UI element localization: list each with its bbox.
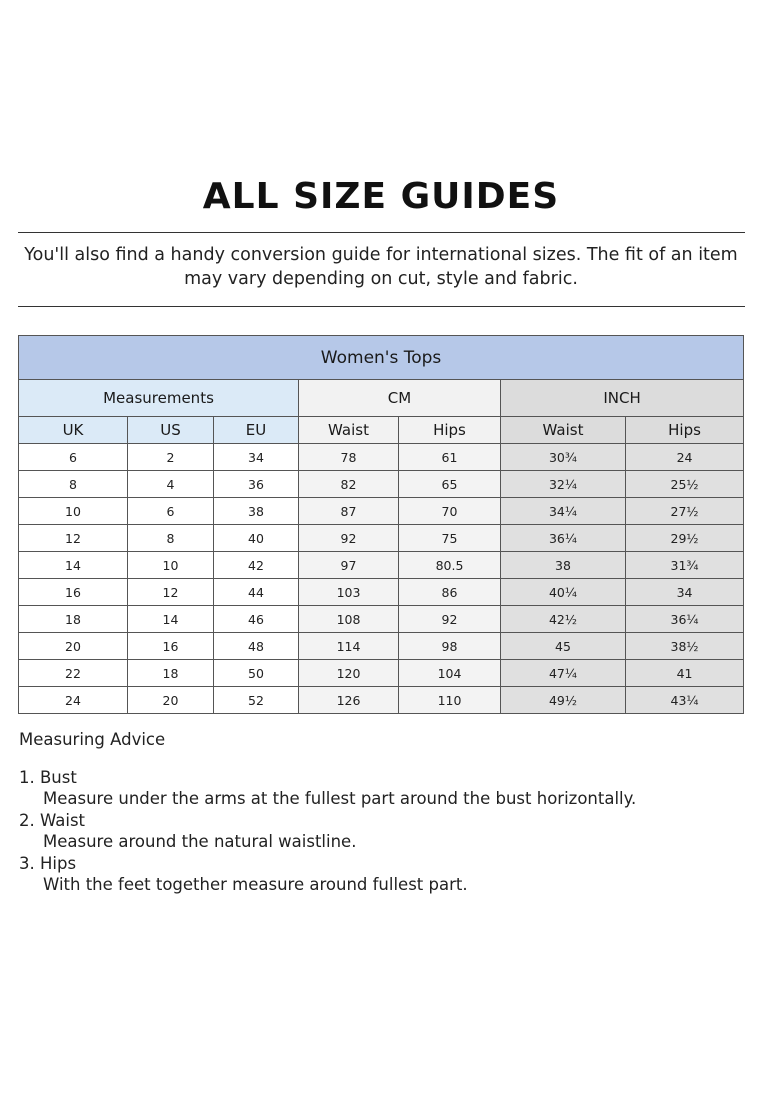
table-cell: 40¼ [501, 579, 626, 606]
table-cell: 34 [214, 444, 299, 471]
column-header: EU [214, 417, 299, 444]
measuring-advice [19, 729, 739, 896]
table-cell: 36 [214, 471, 299, 498]
table-cell: 43¼ [626, 687, 744, 714]
table-cell: 52 [214, 687, 299, 714]
table-cell: 110 [399, 687, 501, 714]
table-cell: 25½ [626, 471, 744, 498]
advice-item-text: With the feet together measure around fullest part. [43, 875, 468, 894]
table-cell: 42 [214, 552, 299, 579]
table-cell: 97 [299, 552, 399, 579]
table-cell: 114 [299, 633, 399, 660]
table-cell: 10 [128, 552, 214, 579]
table-body [19, 444, 744, 714]
table-cell: 12 [19, 525, 128, 552]
column-header-row [19, 417, 744, 444]
table-cell: 38½ [626, 633, 744, 660]
table-cell: 27½ [626, 498, 744, 525]
table-cell: 61 [399, 444, 501, 471]
table-cell: 78 [299, 444, 399, 471]
column-header: UK [19, 417, 128, 444]
table-cell: 65 [399, 471, 501, 498]
table-cell: 98 [399, 633, 501, 660]
table-cell: 32¼ [501, 471, 626, 498]
table-cell: 42½ [501, 606, 626, 633]
table-cell: 126 [299, 687, 399, 714]
table-cell: 4 [128, 471, 214, 498]
table-cell: 87 [299, 498, 399, 525]
table-cell: 12 [128, 579, 214, 606]
page-title: ALL SIZE GUIDES [202, 176, 560, 217]
group-header-inch: INCH [501, 380, 744, 417]
group-header-measurements: Measurements [19, 380, 299, 417]
table-cell: 47¼ [501, 660, 626, 687]
table-cell: 46 [214, 606, 299, 633]
table-cell: 30¾ [501, 444, 626, 471]
table-cell: 36¼ [626, 606, 744, 633]
table-cell: 20 [19, 633, 128, 660]
table-cell: 92 [299, 525, 399, 552]
group-header-cm: CM [299, 380, 501, 417]
intro-text: You'll also find a handy conversion guide for international sizes. The fit of an item may vary depending on cut, style and fabric. [24, 245, 738, 289]
bottom-divider [18, 306, 745, 307]
advice-list [19, 767, 739, 896]
table-cell: 38 [214, 498, 299, 525]
table-cell: 48 [214, 633, 299, 660]
size-table-container [18, 335, 743, 714]
table-cell: 45 [501, 633, 626, 660]
column-header: Hips [399, 417, 501, 444]
table-cell: 6 [128, 498, 214, 525]
table-cell: 103 [299, 579, 399, 606]
table-row [19, 687, 744, 714]
table-cell: 44 [214, 579, 299, 606]
table-cell: 29½ [626, 525, 744, 552]
column-header: Waist [299, 417, 399, 444]
table-cell: 86 [399, 579, 501, 606]
table-cell: 16 [128, 633, 214, 660]
table-row [19, 660, 744, 687]
table-cell: 80.5 [399, 552, 501, 579]
advice-item-title: 2. Waist [19, 811, 86, 830]
table-cell: 82 [299, 471, 399, 498]
table-cell: 49½ [501, 687, 626, 714]
size-table [18, 335, 744, 714]
advice-item-text: Measure around the natural waistline. [43, 832, 357, 851]
table-title: Women's Tops [19, 336, 744, 380]
table-row [19, 498, 744, 525]
table-cell: 6 [19, 444, 128, 471]
table-cell: 40 [214, 525, 299, 552]
table-row [19, 552, 744, 579]
table-row [19, 633, 744, 660]
table-cell: 92 [399, 606, 501, 633]
table-row [19, 444, 744, 471]
table-cell: 8 [19, 471, 128, 498]
table-cell: 108 [299, 606, 399, 633]
advice-item-title: 1. Bust [19, 768, 77, 787]
table-cell: 2 [128, 444, 214, 471]
table-cell: 34¼ [501, 498, 626, 525]
table-row [19, 606, 744, 633]
table-cell: 104 [399, 660, 501, 687]
table-cell: 16 [19, 579, 128, 606]
table-cell: 50 [214, 660, 299, 687]
table-cell: 120 [299, 660, 399, 687]
top-divider [18, 232, 745, 233]
table-row [19, 525, 744, 552]
table-cell: 8 [128, 525, 214, 552]
table-cell: 38 [501, 552, 626, 579]
column-header: US [128, 417, 214, 444]
advice-item-text: Measure under the arms at the fullest part around the bust horizontally. [43, 789, 637, 808]
table-cell: 24 [626, 444, 744, 471]
table-cell: 41 [626, 660, 744, 687]
table-cell: 10 [19, 498, 128, 525]
table-cell: 18 [19, 606, 128, 633]
table-row [19, 471, 744, 498]
table-cell: 22 [19, 660, 128, 687]
column-header: Hips [626, 417, 744, 444]
table-cell: 34 [626, 579, 744, 606]
table-cell: 14 [128, 606, 214, 633]
table-cell: 18 [128, 660, 214, 687]
column-header: Waist [501, 417, 626, 444]
table-cell: 31¾ [626, 552, 744, 579]
table-cell: 36¼ [501, 525, 626, 552]
table-cell: 14 [19, 552, 128, 579]
table-cell: 20 [128, 687, 214, 714]
advice-item-title: 3. Hips [19, 854, 77, 873]
advice-title: Measuring Advice [19, 730, 166, 749]
table-cell: 75 [399, 525, 501, 552]
table-cell: 24 [19, 687, 128, 714]
table-row [19, 579, 744, 606]
table-cell: 70 [399, 498, 501, 525]
